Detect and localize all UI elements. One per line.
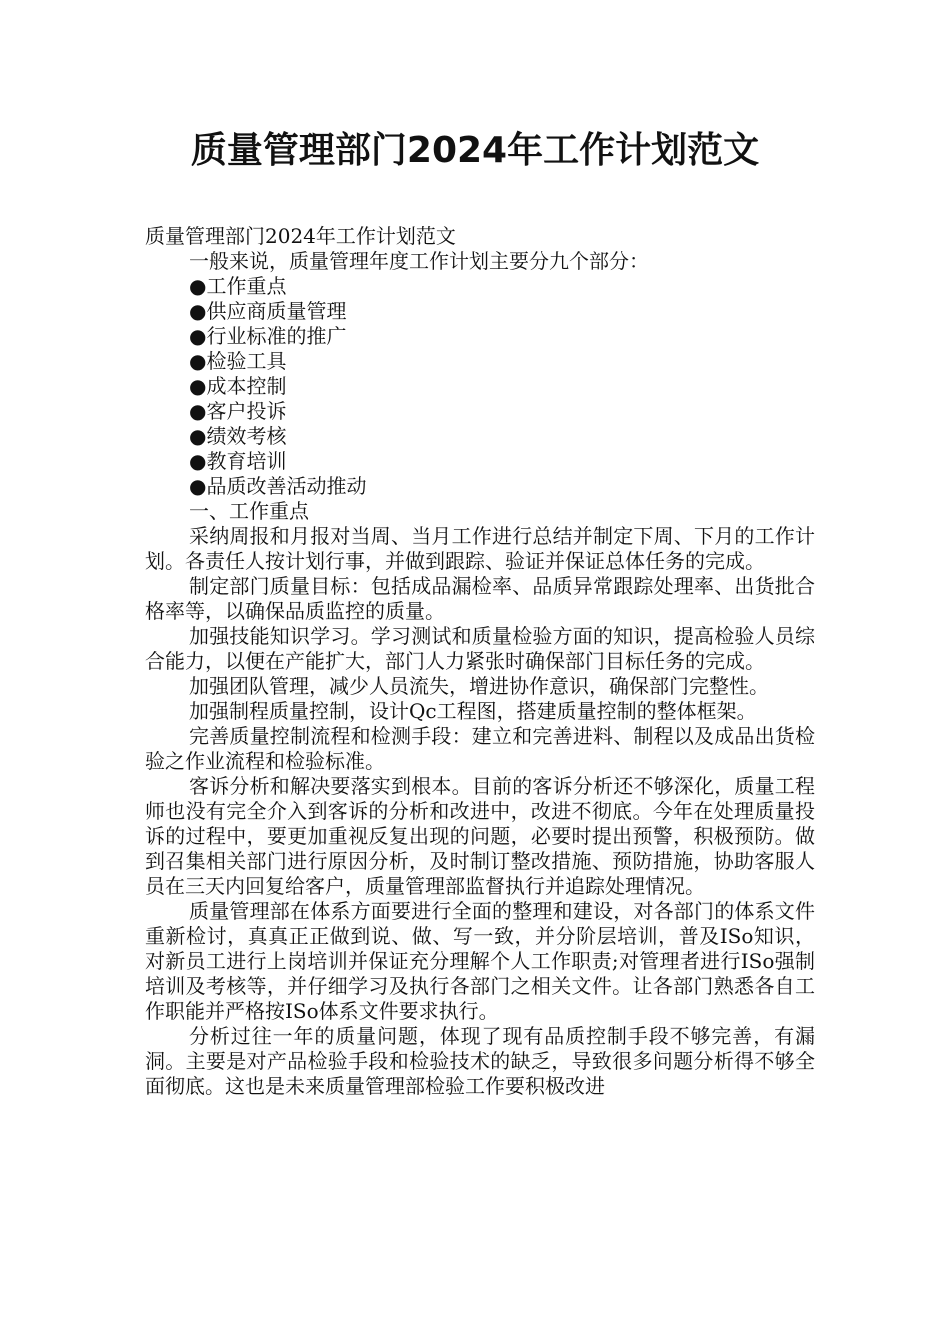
intro-line: 一般来说，质量管理年度工作计划主要分九个部分： bbox=[189, 249, 649, 273]
bullet-icon: ● bbox=[189, 424, 207, 448]
bullet-icon: ● bbox=[189, 449, 207, 473]
bullet-item: ●绩效考核 bbox=[189, 424, 287, 448]
section-heading: 一、工作重点 bbox=[189, 499, 309, 523]
bullet-icon: ● bbox=[189, 324, 207, 348]
bullet-item: ●教育培训 bbox=[189, 449, 287, 473]
bullet-item: ●工作重点 bbox=[189, 274, 287, 298]
bullet-item: ●检验工具 bbox=[189, 349, 287, 373]
body-paragraph: 加强团队管理，减少人员流失，增进协作意识，确保部门完整性。 bbox=[189, 674, 769, 698]
bullet-icon: ● bbox=[189, 399, 207, 423]
bullet-item: ●行业标准的推广 bbox=[189, 324, 347, 348]
bullet-icon: ● bbox=[189, 474, 207, 498]
document-subtitle: 质量管理部门2024年工作计划范文 bbox=[145, 224, 456, 248]
body-paragraph: 完善质量控制流程和检测手段：建立和完善进料、制程以及成品出货检验之作业流程和检验标准。 bbox=[145, 724, 815, 773]
bullet-icon: ● bbox=[189, 374, 207, 398]
body-paragraph: 制定部门质量目标：包括成品漏检率、品质异常跟踪处理率、出货批合格率等，以确保品质监控的质量。 bbox=[145, 574, 815, 623]
bullet-item: ●成本控制 bbox=[189, 374, 287, 398]
bullet-icon: ● bbox=[189, 299, 207, 323]
bullet-item: ●供应商质量管理 bbox=[189, 299, 347, 323]
document-body bbox=[145, 224, 815, 1099]
bullet-icon: ● bbox=[189, 274, 207, 298]
body-paragraph: 客诉分析和解决要落实到根本。目前的客诉分析还不够深化，质量工程师也没有完全介入到客诉的分析和改进中，改进不彻底。今年在处理质量投诉的过程中，要更加重视反复出现的问题，必要时提出预警，积极预防。做到召集相关部门进行原因分析，及时制订整改措施、预防措施，协助客服人员在三天内回复给客户，质量管理部监督执行并追踪处理情况。 bbox=[145, 774, 815, 898]
body-paragraph: 分析过往一年的质量问题，体现了现有品质控制手段不够完善，有漏洞。主要是对产品检验手段和检验技术的缺乏，导致很多问题分析得不够全面彻底。这也是未来质量管理部检验工作要积极改进 bbox=[145, 1024, 815, 1098]
bullet-item: ●品质改善活动推动 bbox=[189, 474, 367, 498]
bullet-item: ●客户投诉 bbox=[189, 399, 287, 423]
document-title: 质量管理部门2024年工作计划范文 bbox=[190, 130, 760, 171]
body-paragraph: 加强制程质量控制，设计Qc工程图，搭建质量控制的整体框架。 bbox=[189, 699, 757, 723]
body-paragraph: 加强技能知识学习。学习测试和质量检验方面的知识，提高检验人员综合能力，以便在产能扩大，部门人力紧张时确保部门目标任务的完成。 bbox=[145, 624, 815, 673]
body-paragraph: 采纳周报和月报对当周、当月工作进行总结并制定下周、下月的工作计划。各责任人按计划行事，并做到跟踪、验证并保证总体任务的完成。 bbox=[145, 524, 815, 573]
bullet-list bbox=[145, 274, 815, 499]
body-paragraph: 质量管理部在体系方面要进行全面的整理和建设，对各部门的体系文件重新检讨，真真正正做到说、做、写一致，并分阶层培训，普及ISo知识，对新员工进行上岗培训并保证充分理解个人工作职责;对管理者进行ISo强制培训及考核等，并仔细学习及执行各部门之相关文件。让各部门熟悉各自工作职能并严格按ISo体系文件要求执行。 bbox=[145, 899, 815, 1023]
bullet-icon: ● bbox=[189, 349, 207, 373]
